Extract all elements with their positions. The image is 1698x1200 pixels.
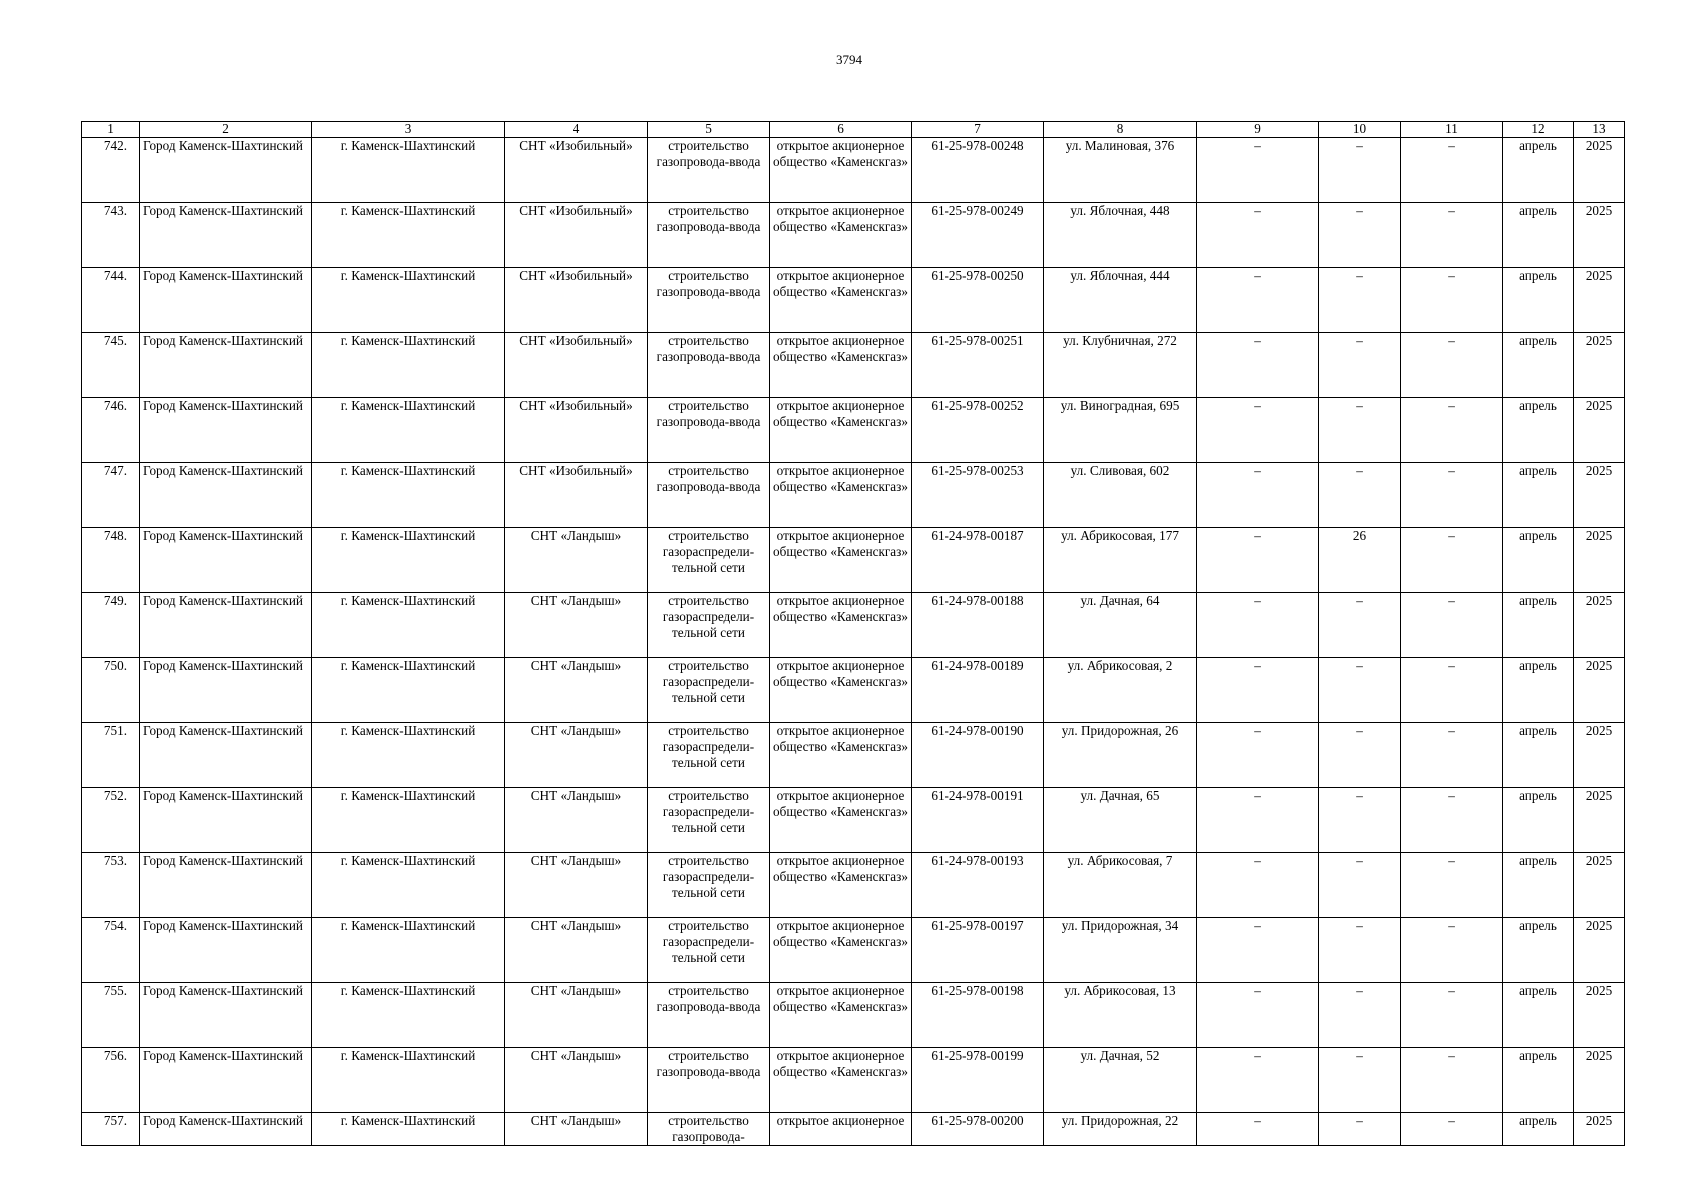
table-row xyxy=(82,463,1625,528)
column-header: 9 xyxy=(1197,122,1319,138)
organization-cell: открытое акционерное общество «Каменскгаз» xyxy=(770,333,912,398)
year-cell: 2025 xyxy=(1574,593,1625,658)
district-cell: Город Каменск-Шахтинский xyxy=(140,788,312,853)
district-cell: Город Каменск-Шахтинский xyxy=(140,268,312,333)
column-10-cell: – xyxy=(1319,268,1401,333)
object-code-cell: 61-24-978-00193 xyxy=(912,853,1044,918)
settlement-cell: г. Каменск-Шахтинский xyxy=(312,463,505,528)
column-9-cell: – xyxy=(1197,723,1319,788)
locality-cell: СНТ «Изобильный» xyxy=(505,463,648,528)
work-type-cell: строительство газопровода-ввода xyxy=(648,138,770,203)
work-type-cell: строительство газораспредели-тельной сети xyxy=(648,918,770,983)
column-9-cell: – xyxy=(1197,658,1319,723)
column-header: 8 xyxy=(1044,122,1197,138)
district-cell: Город Каменск-Шахтинский xyxy=(140,1113,312,1146)
row-number: 755. xyxy=(82,983,140,1048)
locality-cell: СНТ «Ландыш» xyxy=(505,1048,648,1113)
organization-cell: открытое акционерное общество «Каменскгаз» xyxy=(770,788,912,853)
column-9-cell: – xyxy=(1197,853,1319,918)
district-cell: Город Каменск-Шахтинский xyxy=(140,398,312,463)
table-row xyxy=(82,983,1625,1048)
address-cell: ул. Сливовая, 602 xyxy=(1044,463,1197,528)
column-10-cell: – xyxy=(1319,1113,1401,1146)
row-number: 754. xyxy=(82,918,140,983)
column-11-cell: – xyxy=(1401,593,1503,658)
locality-cell: СНТ «Ландыш» xyxy=(505,528,648,593)
column-11-cell: – xyxy=(1401,658,1503,723)
locality-cell: СНТ «Изобильный» xyxy=(505,268,648,333)
row-number: 749. xyxy=(82,593,140,658)
district-cell: Город Каменск-Шахтинский xyxy=(140,593,312,658)
column-10-cell: – xyxy=(1319,398,1401,463)
row-number: 751. xyxy=(82,723,140,788)
settlement-cell: г. Каменск-Шахтинский xyxy=(312,203,505,268)
column-header: 2 xyxy=(140,122,312,138)
locality-cell: СНТ «Ландыш» xyxy=(505,593,648,658)
settlement-cell: г. Каменск-Шахтинский xyxy=(312,658,505,723)
year-cell: 2025 xyxy=(1574,268,1625,333)
month-cell: апрель xyxy=(1503,853,1574,918)
column-header: 3 xyxy=(312,122,505,138)
column-10-cell: – xyxy=(1319,918,1401,983)
address-cell: ул. Дачная, 52 xyxy=(1044,1048,1197,1113)
row-number: 753. xyxy=(82,853,140,918)
district-cell: Город Каменск-Шахтинский xyxy=(140,138,312,203)
work-type-cell: строительство газопровода-ввода xyxy=(648,398,770,463)
column-11-cell: – xyxy=(1401,203,1503,268)
column-10-cell: – xyxy=(1319,723,1401,788)
settlement-cell: г. Каменск-Шахтинский xyxy=(312,398,505,463)
column-header: 12 xyxy=(1503,122,1574,138)
organization-cell: открытое акционерное общество «Каменскгаз» xyxy=(770,983,912,1048)
settlement-cell: г. Каменск-Шахтинский xyxy=(312,853,505,918)
register-table xyxy=(81,121,1625,1146)
column-9-cell: – xyxy=(1197,1113,1319,1146)
address-cell: ул. Абрикосовая, 7 xyxy=(1044,853,1197,918)
work-type-cell: строительство газораспредели-тельной сети xyxy=(648,658,770,723)
column-10-cell: – xyxy=(1319,788,1401,853)
row-number: 756. xyxy=(82,1048,140,1113)
organization-cell: открытое акционерное общество «Каменскгаз» xyxy=(770,723,912,788)
column-10-cell: – xyxy=(1319,333,1401,398)
locality-cell: СНТ «Ландыш» xyxy=(505,1113,648,1146)
column-9-cell: – xyxy=(1197,333,1319,398)
row-number: 743. xyxy=(82,203,140,268)
table-row xyxy=(82,528,1625,593)
month-cell: апрель xyxy=(1503,658,1574,723)
organization-cell: открытое акционерное общество «Каменскгаз» xyxy=(770,1048,912,1113)
address-cell: ул. Малиновая, 376 xyxy=(1044,138,1197,203)
month-cell: апрель xyxy=(1503,398,1574,463)
table-row xyxy=(82,918,1625,983)
settlement-cell: г. Каменск-Шахтинский xyxy=(312,138,505,203)
month-cell: апрель xyxy=(1503,463,1574,528)
page-number: 3794 xyxy=(836,52,862,67)
month-cell: апрель xyxy=(1503,983,1574,1048)
row-number: 746. xyxy=(82,398,140,463)
settlement-cell: г. Каменск-Шахтинский xyxy=(312,528,505,593)
organization-cell: открытое акционерное общество «Каменскгаз» xyxy=(770,138,912,203)
organization-cell: открытое акционерное xyxy=(770,1113,912,1146)
object-code-cell: 61-25-978-00197 xyxy=(912,918,1044,983)
settlement-cell: г. Каменск-Шахтинский xyxy=(312,1113,505,1146)
settlement-cell: г. Каменск-Шахтинский xyxy=(312,333,505,398)
locality-cell: СНТ «Изобильный» xyxy=(505,203,648,268)
row-number: 744. xyxy=(82,268,140,333)
district-cell: Город Каменск-Шахтинский xyxy=(140,1048,312,1113)
column-header: 5 xyxy=(648,122,770,138)
table-row xyxy=(82,333,1625,398)
district-cell: Город Каменск-Шахтинский xyxy=(140,528,312,593)
column-9-cell: – xyxy=(1197,983,1319,1048)
district-cell: Город Каменск-Шахтинский xyxy=(140,203,312,268)
address-cell: ул. Абрикосовая, 13 xyxy=(1044,983,1197,1048)
work-type-cell: строительство газопровода-ввода xyxy=(648,463,770,528)
column-9-cell: – xyxy=(1197,203,1319,268)
work-type-cell: строительство газопровода-ввода xyxy=(648,983,770,1048)
organization-cell: открытое акционерное общество «Каменскгаз» xyxy=(770,853,912,918)
column-10-cell: – xyxy=(1319,593,1401,658)
address-cell: ул. Дачная, 64 xyxy=(1044,593,1197,658)
column-11-cell: – xyxy=(1401,463,1503,528)
organization-cell: открытое акционерное общество «Каменскгаз» xyxy=(770,528,912,593)
month-cell: апрель xyxy=(1503,723,1574,788)
month-cell: апрель xyxy=(1503,918,1574,983)
organization-cell: открытое акционерное общество «Каменскгаз» xyxy=(770,203,912,268)
row-number: 748. xyxy=(82,528,140,593)
locality-cell: СНТ «Ландыш» xyxy=(505,788,648,853)
address-cell: ул. Абрикосовая, 177 xyxy=(1044,528,1197,593)
settlement-cell: г. Каменск-Шахтинский xyxy=(312,983,505,1048)
year-cell: 2025 xyxy=(1574,1048,1625,1113)
organization-cell: открытое акционерное общество «Каменскгаз» xyxy=(770,918,912,983)
district-cell: Город Каменск-Шахтинский xyxy=(140,853,312,918)
district-cell: Город Каменск-Шахтинский xyxy=(140,658,312,723)
address-cell: ул. Яблочная, 448 xyxy=(1044,203,1197,268)
district-cell: Город Каменск-Шахтинский xyxy=(140,463,312,528)
column-11-cell: – xyxy=(1401,788,1503,853)
object-code-cell: 61-25-978-00248 xyxy=(912,138,1044,203)
column-9-cell: – xyxy=(1197,463,1319,528)
settlement-cell: г. Каменск-Шахтинский xyxy=(312,593,505,658)
column-9-cell: – xyxy=(1197,528,1319,593)
table-row xyxy=(82,398,1625,463)
locality-cell: СНТ «Ландыш» xyxy=(505,918,648,983)
year-cell: 2025 xyxy=(1574,853,1625,918)
table-row xyxy=(82,658,1625,723)
month-cell: апрель xyxy=(1503,528,1574,593)
column-10-cell: – xyxy=(1319,1048,1401,1113)
month-cell: апрель xyxy=(1503,138,1574,203)
table-row xyxy=(82,593,1625,658)
column-9-cell: – xyxy=(1197,138,1319,203)
settlement-cell: г. Каменск-Шахтинский xyxy=(312,1048,505,1113)
organization-cell: открытое акционерное общество «Каменскгаз» xyxy=(770,398,912,463)
column-10-cell: – xyxy=(1319,983,1401,1048)
object-code-cell: 61-24-978-00191 xyxy=(912,788,1044,853)
year-cell: 2025 xyxy=(1574,333,1625,398)
column-header: 13 xyxy=(1574,122,1625,138)
object-code-cell: 61-24-978-00190 xyxy=(912,723,1044,788)
column-11-cell: – xyxy=(1401,983,1503,1048)
year-cell: 2025 xyxy=(1574,918,1625,983)
column-header: 10 xyxy=(1319,122,1401,138)
column-11-cell: – xyxy=(1401,723,1503,788)
locality-cell: СНТ «Изобильный» xyxy=(505,398,648,463)
work-type-cell: строительство газопровода- xyxy=(648,1113,770,1146)
row-number: 742. xyxy=(82,138,140,203)
month-cell: апрель xyxy=(1503,1048,1574,1113)
organization-cell: открытое акционерное общество «Каменскгаз» xyxy=(770,593,912,658)
locality-cell: СНТ «Изобильный» xyxy=(505,333,648,398)
column-10-cell: – xyxy=(1319,658,1401,723)
table-row xyxy=(82,1048,1625,1113)
work-type-cell: строительство газопровода-ввода xyxy=(648,1048,770,1113)
year-cell: 2025 xyxy=(1574,398,1625,463)
object-code-cell: 61-25-978-00253 xyxy=(912,463,1044,528)
address-cell: ул. Абрикосовая, 2 xyxy=(1044,658,1197,723)
address-cell: ул. Дачная, 65 xyxy=(1044,788,1197,853)
object-code-cell: 61-25-978-00198 xyxy=(912,983,1044,1048)
address-cell: ул. Придорожная, 26 xyxy=(1044,723,1197,788)
month-cell: апрель xyxy=(1503,333,1574,398)
column-10-cell: – xyxy=(1319,853,1401,918)
object-code-cell: 61-24-978-00187 xyxy=(912,528,1044,593)
year-cell: 2025 xyxy=(1574,138,1625,203)
object-code-cell: 61-24-978-00188 xyxy=(912,593,1044,658)
column-9-cell: – xyxy=(1197,1048,1319,1113)
district-cell: Город Каменск-Шахтинский xyxy=(140,333,312,398)
work-type-cell: строительство газопровода-ввода xyxy=(648,333,770,398)
year-cell: 2025 xyxy=(1574,203,1625,268)
row-number: 745. xyxy=(82,333,140,398)
settlement-cell: г. Каменск-Шахтинский xyxy=(312,723,505,788)
locality-cell: СНТ «Ландыш» xyxy=(505,723,648,788)
table-row xyxy=(82,853,1625,918)
column-11-cell: – xyxy=(1401,1048,1503,1113)
column-9-cell: – xyxy=(1197,593,1319,658)
district-cell: Город Каменск-Шахтинский xyxy=(140,918,312,983)
column-9-cell: – xyxy=(1197,918,1319,983)
column-9-cell: – xyxy=(1197,398,1319,463)
table-row xyxy=(82,268,1625,333)
month-cell: апрель xyxy=(1503,203,1574,268)
settlement-cell: г. Каменск-Шахтинский xyxy=(312,788,505,853)
year-cell: 2025 xyxy=(1574,463,1625,528)
column-header: 7 xyxy=(912,122,1044,138)
column-header: 11 xyxy=(1401,122,1503,138)
table-row xyxy=(82,138,1625,203)
row-number: 757. xyxy=(82,1113,140,1146)
column-header: 6 xyxy=(770,122,912,138)
settlement-cell: г. Каменск-Шахтинский xyxy=(312,268,505,333)
column-10-cell: – xyxy=(1319,203,1401,268)
row-number: 752. xyxy=(82,788,140,853)
column-header: 4 xyxy=(505,122,648,138)
work-type-cell: строительство газораспредели-тельной сети xyxy=(648,853,770,918)
address-cell: ул. Придорожная, 34 xyxy=(1044,918,1197,983)
column-11-cell: – xyxy=(1401,1113,1503,1146)
year-cell: 2025 xyxy=(1574,983,1625,1048)
work-type-cell: строительство газопровода-ввода xyxy=(648,268,770,333)
column-11-cell: – xyxy=(1401,918,1503,983)
table-row xyxy=(82,723,1625,788)
locality-cell: СНТ «Ландыш» xyxy=(505,658,648,723)
column-10-cell: – xyxy=(1319,463,1401,528)
month-cell: апрель xyxy=(1503,1113,1574,1146)
address-cell: ул. Клубничная, 272 xyxy=(1044,333,1197,398)
district-cell: Город Каменск-Шахтинский xyxy=(140,723,312,788)
object-code-cell: 61-25-978-00251 xyxy=(912,333,1044,398)
object-code-cell: 61-25-978-00252 xyxy=(912,398,1044,463)
column-11-cell: – xyxy=(1401,528,1503,593)
organization-cell: открытое акционерное общество «Каменскгаз» xyxy=(770,658,912,723)
organization-cell: открытое акционерное общество «Каменскгаз» xyxy=(770,463,912,528)
row-number: 750. xyxy=(82,658,140,723)
month-cell: апрель xyxy=(1503,593,1574,658)
column-header: 1 xyxy=(82,122,140,138)
object-code-cell: 61-25-978-00250 xyxy=(912,268,1044,333)
column-10-cell: – xyxy=(1319,138,1401,203)
column-11-cell: – xyxy=(1401,398,1503,463)
table-row xyxy=(82,203,1625,268)
object-code-cell: 61-25-978-00200 xyxy=(912,1113,1044,1146)
year-cell: 2025 xyxy=(1574,528,1625,593)
year-cell: 2025 xyxy=(1574,1113,1625,1146)
column-11-cell: – xyxy=(1401,138,1503,203)
settlement-cell: г. Каменск-Шахтинский xyxy=(312,918,505,983)
column-11-cell: – xyxy=(1401,268,1503,333)
object-code-cell: 61-25-978-00199 xyxy=(912,1048,1044,1113)
locality-cell: СНТ «Изобильный» xyxy=(505,138,648,203)
object-code-cell: 61-25-978-00249 xyxy=(912,203,1044,268)
address-cell: ул. Придорожная, 22 xyxy=(1044,1113,1197,1146)
address-cell: ул. Яблочная, 444 xyxy=(1044,268,1197,333)
locality-cell: СНТ «Ландыш» xyxy=(505,853,648,918)
object-code-cell: 61-24-978-00189 xyxy=(912,658,1044,723)
year-cell: 2025 xyxy=(1574,723,1625,788)
year-cell: 2025 xyxy=(1574,788,1625,853)
address-cell: ул. Виноградная, 695 xyxy=(1044,398,1197,463)
table-row xyxy=(82,1113,1625,1146)
year-cell: 2025 xyxy=(1574,658,1625,723)
work-type-cell: строительство газораспредели-тельной сети xyxy=(648,788,770,853)
month-cell: апрель xyxy=(1503,268,1574,333)
work-type-cell: строительство газораспредели-тельной сети xyxy=(648,723,770,788)
organization-cell: открытое акционерное общество «Каменскгаз» xyxy=(770,268,912,333)
locality-cell: СНТ «Ландыш» xyxy=(505,983,648,1048)
column-11-cell: – xyxy=(1401,333,1503,398)
row-number: 747. xyxy=(82,463,140,528)
header-row xyxy=(82,122,1625,138)
column-9-cell: – xyxy=(1197,788,1319,853)
column-9-cell: – xyxy=(1197,268,1319,333)
work-type-cell: строительство газораспредели-тельной сети xyxy=(648,528,770,593)
table-row xyxy=(82,788,1625,853)
month-cell: апрель xyxy=(1503,788,1574,853)
district-cell: Город Каменск-Шахтинский xyxy=(140,983,312,1048)
work-type-cell: строительство газораспредели-тельной сети xyxy=(648,593,770,658)
work-type-cell: строительство газопровода-ввода xyxy=(648,203,770,268)
column-10-cell: 26 xyxy=(1319,528,1401,593)
column-11-cell: – xyxy=(1401,853,1503,918)
